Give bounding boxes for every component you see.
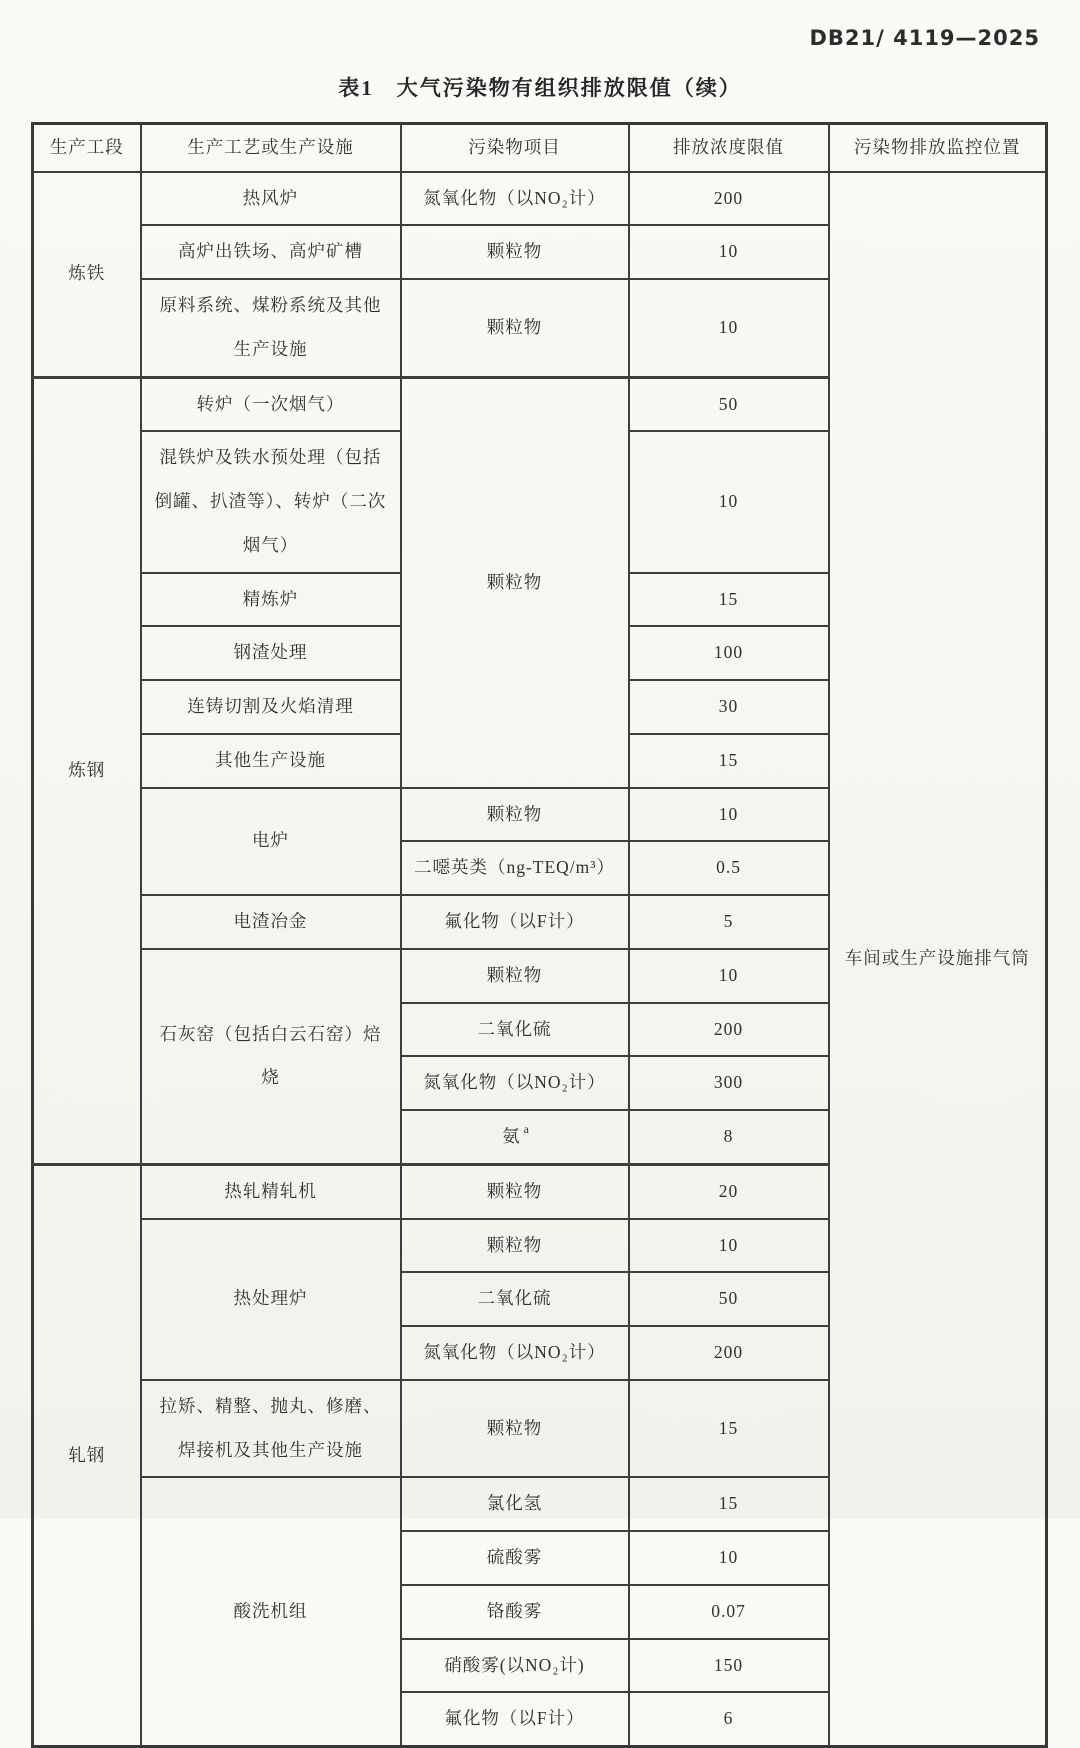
table-cell: 转炉（一次烟气）	[141, 377, 401, 431]
table-cell: 氮氧化物（以NO₂计）	[401, 172, 629, 226]
table-cell: 混铁炉及铁水预处理（包括倒罐、扒渣等）、转炉（二次烟气）	[141, 431, 401, 572]
table-cell: 连铸切割及火焰清理	[141, 680, 401, 734]
table-cell: 200	[629, 1326, 829, 1380]
table-cell: 200	[629, 172, 829, 226]
table-cell: 150	[629, 1639, 829, 1693]
table-cell: 颗粒物	[401, 1380, 629, 1478]
table-cell: 10	[629, 788, 829, 842]
table-cell: 其他生产设施	[141, 734, 401, 788]
table-cell: 车间或生产设施排气筒	[829, 172, 1047, 1747]
table-cell: 酸洗机组	[141, 1477, 401, 1746]
table-cell: 原料系统、煤粉系统及其他生产设施	[141, 279, 401, 377]
table-cell: 电渣冶金	[141, 895, 401, 949]
table-cell: 二氧化硫	[401, 1272, 629, 1326]
table-cell: 颗粒物	[401, 788, 629, 842]
table-cell: 10	[629, 279, 829, 377]
table-cell: 拉矫、精整、抛丸、修磨、焊接机及其他生产设施	[141, 1380, 401, 1478]
table-cell: 100	[629, 626, 829, 680]
table-cell: 炼铁	[33, 172, 141, 378]
document-header	[0, 0, 1080, 50]
table-cell: 颗粒物	[401, 377, 629, 788]
table-cell: 50	[629, 1272, 829, 1326]
table-cell: 颗粒物	[401, 1219, 629, 1273]
table-cell: 硫酸雾	[401, 1531, 629, 1585]
document-code: DB21/ 4119—2025	[809, 26, 1040, 50]
table-cell: 10	[629, 225, 829, 279]
table-cell: 高炉出铁场、高炉矿槽	[141, 225, 401, 279]
table-cell: 20	[629, 1164, 829, 1218]
table-cell: 10	[629, 1219, 829, 1273]
table-cell: 颗粒物	[401, 1164, 629, 1218]
table-cell: 氨 $^a$	[401, 1110, 629, 1164]
table-cell: 热处理炉	[141, 1219, 401, 1380]
table-cell: 0.07	[629, 1585, 829, 1639]
table-row	[33, 172, 1047, 226]
table-cell: 精炼炉	[141, 573, 401, 627]
table-cell: 氮氧化物（以NO₂计）	[401, 1056, 629, 1110]
table-cell: 氮氧化物（以NO₂计）	[401, 1326, 629, 1380]
table-cell: 颗粒物	[401, 279, 629, 377]
table-cell: 10	[629, 1531, 829, 1585]
table-cell: 50	[629, 377, 829, 431]
table-cell: 15	[629, 1380, 829, 1478]
table-cell: 15	[629, 573, 829, 627]
table-cell: 5	[629, 895, 829, 949]
table-cell: 石灰窑（包括白云石窑）焙烧	[141, 949, 401, 1165]
table-cell: 热轧精轧机	[141, 1164, 401, 1218]
table-cell: 二噁英类（ng-TEQ/m³）	[401, 841, 629, 895]
table-cell: 15	[629, 734, 829, 788]
column-header: 生产工艺或生产设施	[141, 124, 401, 172]
table-body	[33, 172, 1047, 1747]
table-cell: 电炉	[141, 788, 401, 896]
table-cell: 颗粒物	[401, 225, 629, 279]
column-header: 污染物项目	[401, 124, 629, 172]
table-cell: 0.5	[629, 841, 829, 895]
table-title: 表1 大气污染物有组织排放限值（续）	[338, 76, 742, 100]
table-cell: 氟化物（以F计）	[401, 895, 629, 949]
table-cell: 300	[629, 1056, 829, 1110]
table-cell: 轧钢	[33, 1164, 141, 1746]
table-cell: 热风炉	[141, 172, 401, 226]
column-header: 污染物排放监控位置	[829, 124, 1047, 172]
column-header: 生产工段	[33, 124, 141, 172]
footnote-marker: a	[523, 1122, 530, 1137]
table-cell: 6	[629, 1692, 829, 1746]
table-cell: 15	[629, 1477, 829, 1531]
table-cell: 氯化氢	[401, 1477, 629, 1531]
table-cell: 200	[629, 1003, 829, 1057]
table-cell: 30	[629, 680, 829, 734]
table-cell: 铬酸雾	[401, 1585, 629, 1639]
table-cell: 钢渣处理	[141, 626, 401, 680]
emission-table	[31, 122, 1048, 1748]
table-cell: 硝酸雾(以NO₂计)	[401, 1639, 629, 1693]
table-cell: 炼钢	[33, 377, 141, 1164]
table-cell: 10	[629, 949, 829, 1003]
table-cell: 氟化物（以F计）	[401, 1692, 629, 1746]
table-cell: 8	[629, 1110, 829, 1164]
table-cell: 10	[629, 431, 829, 572]
table-header-row	[33, 124, 1047, 172]
column-header: 排放浓度限值	[629, 124, 829, 172]
table-cell: 二氧化硫	[401, 1003, 629, 1057]
table-cell: 颗粒物	[401, 949, 629, 1003]
